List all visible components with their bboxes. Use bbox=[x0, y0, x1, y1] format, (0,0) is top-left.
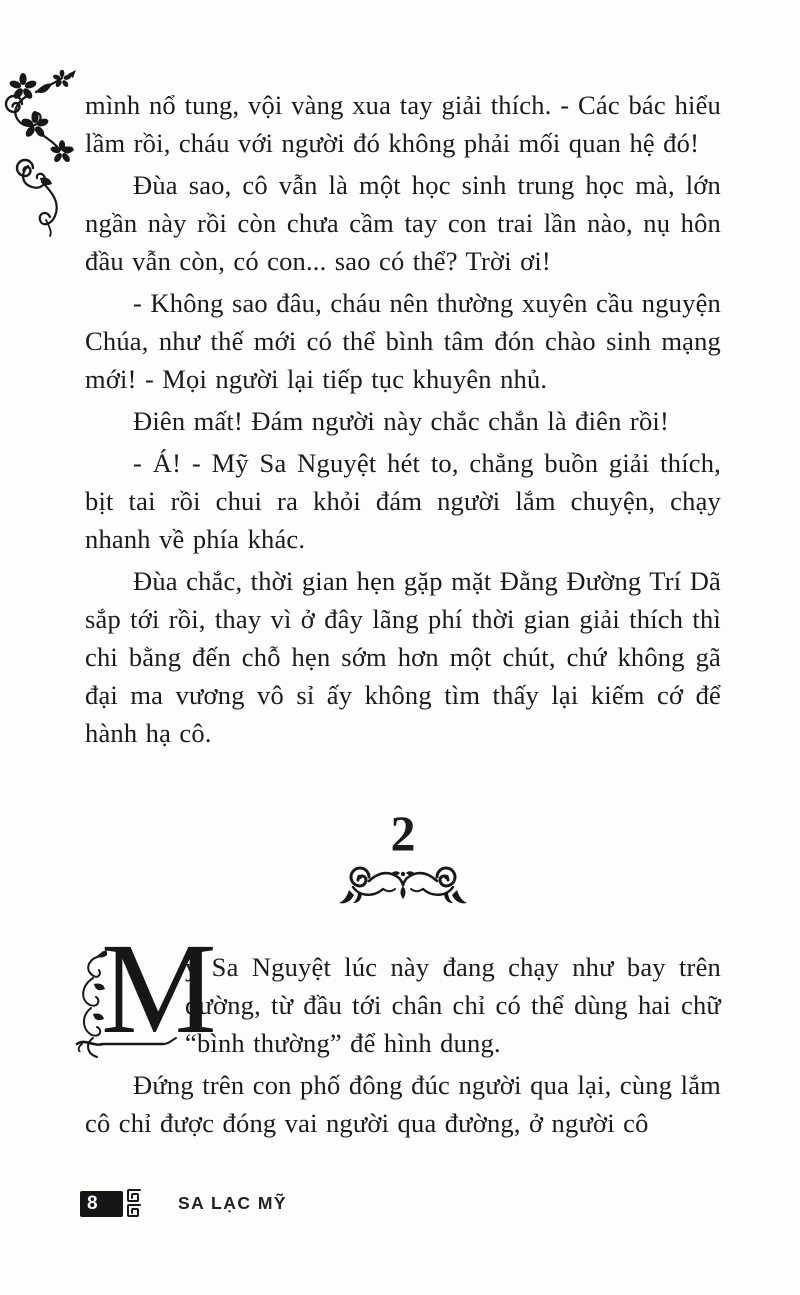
page-footer bbox=[80, 1188, 287, 1219]
page-number: 8 bbox=[87, 1192, 98, 1214]
body-paragraph: Đùa sao, cô vẫn là một học sinh trung học mà, lớn ngần này rồi còn chưa cầm tay con trai lần nào, nụ hôn đầu vẫn còn, có con... sao có thể? Trời ơi! bbox=[85, 170, 721, 276]
body-paragraph: Đùa chắc, thời gian hẹn gặp mặt Đằng Đường Trí Dã sắp tới rồi, thay vì ở đây lãng phí thời gian giải thích thì chi bằng đến chỗ hẹn sớm hơn một chút, chứ không gã đại ma vương vô sỉ ấy không tìm thấy lại kiếm cớ để hành hạ cô. bbox=[85, 566, 721, 748]
drop-cap-underline-flourish bbox=[75, 1036, 179, 1052]
drop-cap bbox=[79, 917, 217, 1062]
chapter-heading bbox=[85, 805, 721, 904]
body-paragraph: mình nổ tung, vội vàng xua tay giải thích. - Các bác hiểu lầm rồi, cháu với người đó không phải mối quan hệ đó! bbox=[85, 90, 721, 158]
body-paragraph: - Không sao đâu, cháu nên thường xuyên cầu nguyện Chúa, như thế mới có thể bình tâm đón chào sinh mạng mới! - Mọi người lại tiếp tục khuyên nhủ. bbox=[85, 288, 721, 394]
floral-corner-ornament bbox=[2, 70, 82, 238]
body-paragraph: Đứng trên con phố đông đúc người qua lại, cùng lắm cô chỉ được đóng vai người qua đường, ở người cô bbox=[85, 1070, 721, 1138]
paragraph-text: ỹ Sa Nguyệt lúc này đang chạy như bay trên đường, từ đầu tới chân chỉ có thể dùng hai chữ “bình thường” để hình dung. bbox=[185, 952, 721, 1058]
body-paragraph: Điên mất! Đám người này chắc chắn là điên rồi! bbox=[133, 406, 669, 436]
page-number-badge bbox=[80, 1191, 123, 1217]
drop-cap-letter: M bbox=[101, 917, 217, 1061]
chapter-number: 2 bbox=[390, 805, 416, 861]
chapter-divider-ornament bbox=[338, 862, 468, 904]
drop-cap-paragraph bbox=[85, 917, 721, 1062]
double-spiral-icon bbox=[126, 1188, 142, 1219]
text-block bbox=[85, 86, 721, 1146]
body-paragraph: - Á! - Mỹ Sa Nguyệt hét to, chẳng buồn giải thích, bịt tai rồi chui ra khỏi đám người lắm chuyện, chạy nhanh về phía khác. bbox=[85, 448, 721, 554]
book-title: SA LẠC MỸ bbox=[178, 1193, 288, 1213]
